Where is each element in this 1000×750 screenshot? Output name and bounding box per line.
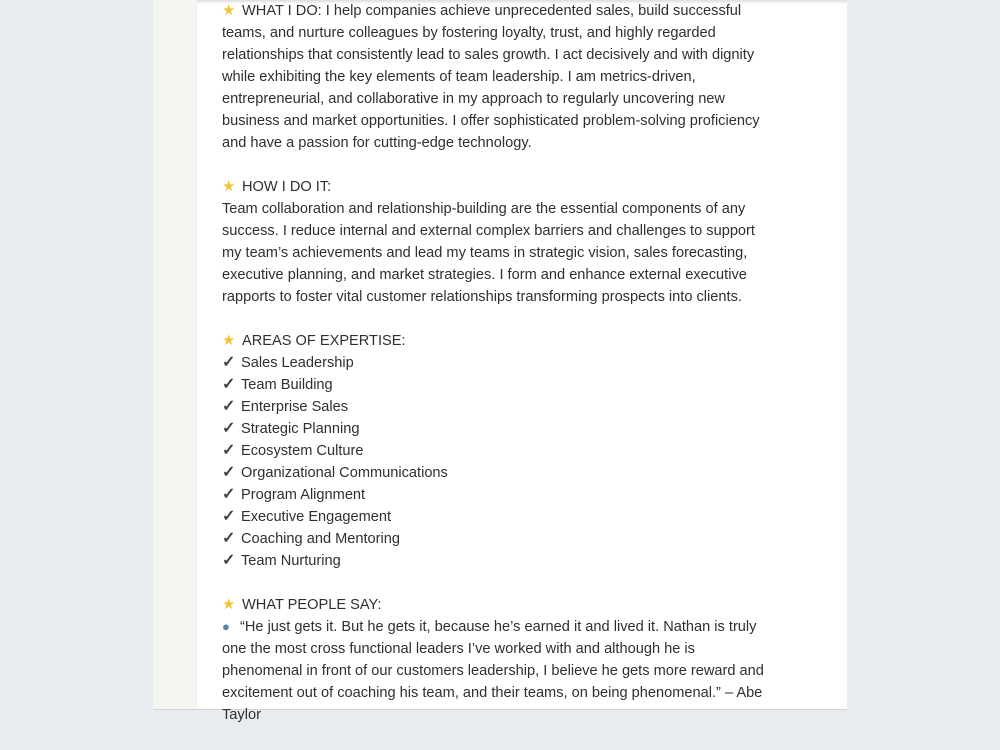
expertise-item bbox=[222, 550, 832, 572]
testimonial-text: Taylor bbox=[222, 707, 261, 723]
expertise-item bbox=[222, 528, 832, 550]
check-mark-icon: ✓ bbox=[222, 354, 236, 371]
section-heading-expertise bbox=[222, 330, 832, 352]
expertise-label: Program Alignment bbox=[241, 487, 366, 503]
expertise-item bbox=[222, 418, 832, 440]
testimonial-line bbox=[222, 660, 832, 682]
paragraph-line: rapports to foster vital customer relationships transforming prospects into clients. bbox=[222, 289, 742, 305]
expertise-label: Strategic Planning bbox=[241, 421, 360, 437]
about-panel bbox=[153, 0, 847, 723]
expertise-label: Sales Leadership bbox=[241, 355, 354, 371]
paragraph-line: Team collaboration and relationship-building are the essential components of any bbox=[222, 201, 746, 217]
heading-text: WHAT PEOPLE SAY: bbox=[242, 597, 382, 613]
paragraph-line: success. I reduce internal and external complex barriers and challenges to support bbox=[222, 223, 755, 239]
section-heading-how_i_do_it bbox=[222, 176, 832, 198]
check-mark-icon: ✓ bbox=[222, 442, 236, 459]
spacer bbox=[222, 572, 832, 594]
expertise-item bbox=[222, 352, 832, 374]
check-mark-icon: ✓ bbox=[222, 508, 236, 525]
about-text bbox=[222, 0, 832, 726]
expertise-item bbox=[222, 462, 832, 484]
paragraph-line: and have a passion for cutting-edge technology. bbox=[222, 135, 532, 151]
spacer bbox=[222, 154, 832, 176]
expertise-label: Organizational Communications bbox=[241, 465, 448, 481]
expertise-label: Executive Engagement bbox=[241, 509, 392, 525]
paragraph-line: my team’s achievements and lead my teams in strategic vision, sales forecasting, bbox=[222, 245, 748, 261]
testimonial-text: excitement out of coaching his team, and their teams, on being phenomenal.” – Abe bbox=[222, 685, 763, 701]
check-mark-icon: ✓ bbox=[222, 530, 236, 547]
testimonial-text: phenomenal in front of our customers leadership, I believe he gets more reward and bbox=[222, 663, 764, 679]
testimonial-line bbox=[222, 704, 832, 726]
star-emoji-icon: ★ bbox=[222, 332, 236, 349]
paragraph-line: executive planning, and market strategies. I form and enhance external executive bbox=[222, 267, 747, 283]
check-mark-icon: ✓ bbox=[222, 464, 236, 481]
testimonial-line bbox=[222, 638, 832, 660]
check-mark-icon: ✓ bbox=[222, 552, 236, 569]
speaking-head-icon: ● bbox=[222, 619, 230, 634]
left-gutter bbox=[153, 0, 197, 709]
star-emoji-icon: ★ bbox=[222, 178, 236, 195]
expertise-label: Enterprise Sales bbox=[241, 399, 349, 415]
expertise-item bbox=[222, 374, 832, 396]
heading-text: AREAS OF EXPERTISE: bbox=[242, 333, 406, 349]
testimonial-line bbox=[222, 682, 832, 704]
paragraph-line: business and market opportunities. I offer sophisticated problem-solving proficiency bbox=[222, 113, 760, 129]
star-emoji-icon: ★ bbox=[222, 596, 236, 613]
heading-text: HOW I DO IT: bbox=[242, 179, 332, 195]
section-heading-people_say bbox=[222, 594, 832, 616]
paragraph-line: relationships that consistently lead to sales growth. I act decisively and with dignity bbox=[222, 47, 755, 63]
expertise-item bbox=[222, 484, 832, 506]
check-mark-icon: ✓ bbox=[222, 486, 236, 503]
check-mark-icon: ✓ bbox=[222, 376, 236, 393]
expertise-label: Team Nurturing bbox=[241, 553, 341, 569]
spacer bbox=[222, 308, 832, 330]
testimonial-line bbox=[222, 616, 832, 638]
expertise-label: Ecosystem Culture bbox=[241, 443, 364, 459]
expertise-label: Team Building bbox=[241, 377, 333, 393]
check-mark-icon: ✓ bbox=[222, 398, 236, 415]
section-heading-what_i_do bbox=[222, 0, 832, 22]
testimonial-text: one the most cross functional leaders I’ve worked with and although he is bbox=[222, 641, 695, 657]
paragraph-line: entrepreneurial, and collaborative in my approach to regularly uncovering new bbox=[222, 91, 725, 107]
paragraph-line: I help companies achieve unprecedented sales, build successful bbox=[321, 3, 742, 19]
expertise-item bbox=[222, 396, 832, 418]
expertise-label: Coaching and Mentoring bbox=[241, 531, 401, 547]
testimonial-text: “He just gets it. But he gets it, because he’s earned it and lived it. Nathan is truly bbox=[240, 619, 757, 635]
paragraph-line: teams, and nurture colleagues by fostering loyalty, trust, and highly regarded bbox=[222, 25, 716, 41]
star-emoji-icon: ★ bbox=[222, 2, 236, 19]
check-mark-icon: ✓ bbox=[222, 420, 236, 437]
heading-text: WHAT I DO: bbox=[242, 3, 322, 19]
expertise-item bbox=[222, 440, 832, 462]
paragraph-line: while exhibiting the key elements of team leadership. I am metrics-driven, bbox=[222, 69, 696, 85]
expertise-item bbox=[222, 506, 832, 528]
